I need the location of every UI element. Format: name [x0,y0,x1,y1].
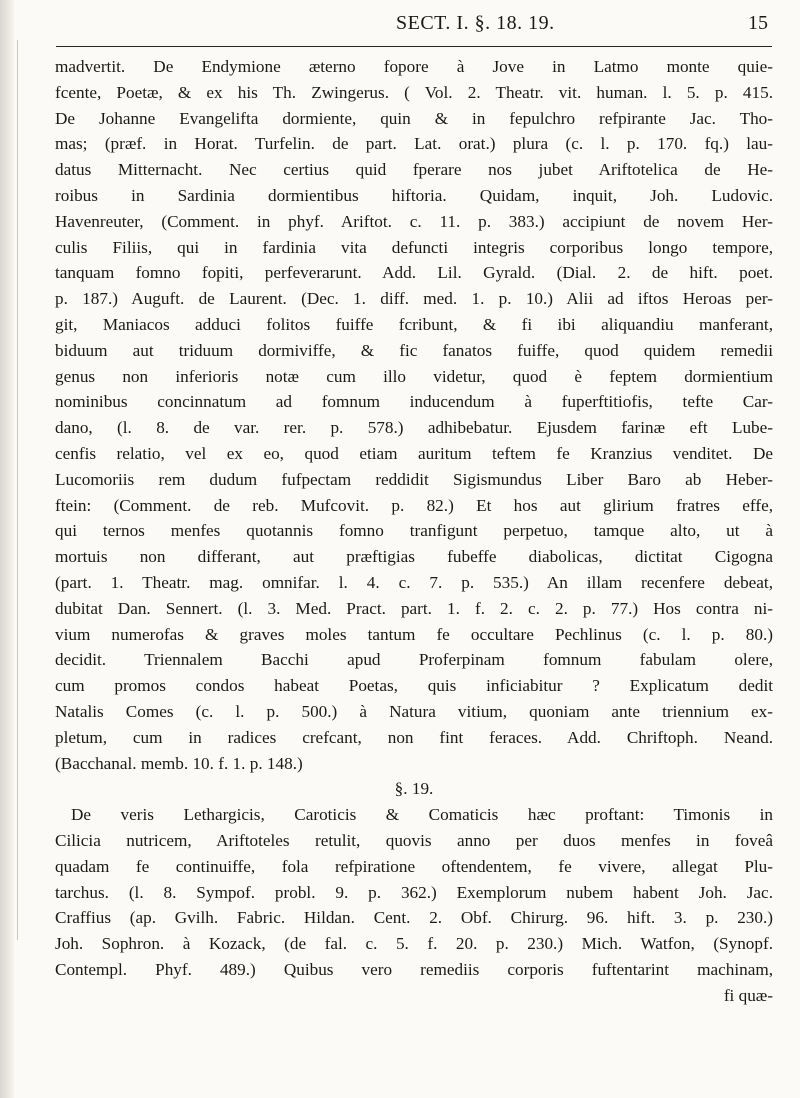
text-line: dano, (l. 8. de var. rer. p. 578.) adhibebatur. Ejusdem farinæ eft Lube- [55,418,773,438]
text-line: pletum, cum in radices crefcant, non fint feraces. Add. Chriftoph. Neand. [55,727,773,747]
text-line: madvertit. De Endymione æterno fopore à Jove in Latmo monte quie- [55,57,773,76]
text-line: genus non inferioris notæ cum illo videtur, quod è feptem dormientium [55,366,773,386]
running-head: SECT. I. §. 18. 19. [396,12,555,34]
text-line: git, Maniacos adduci folitos fuiffe fcribunt, & fi ibi aliquandiu manferant, [55,314,773,334]
text-line: fcente, Poetæ, & ex his Th. Zwingerus. ( Vol. 2. Theatr. vit. human. l. 5. p. 415. [55,82,773,102]
text-line: cenfis relatio, vel ex eo, quod etiam auritum teftem fe Kranzius venditet. De [55,443,773,463]
text-line: roibus in Sardinia dormientibus hiftoria. Quidam, inquit, Joh. Ludovic. [55,185,773,205]
text-line: dubitat Dan. Sennert. (l. 3. Med. Pract. part. 1. f. 2. c. 2. p. 77.) Hos contra ni- [55,598,773,618]
text-line: qui ternos menfes quotannis fomno tranfigunt perpetuo, tamque alto, ut à [55,521,773,541]
text-line: mortuis non differant, aut præftigias fubeffe diabolicas, dictitat Cigogna [55,547,773,567]
text-line: p. 187.) Auguft. de Laurent. (Dec. 1. diff. med. 1. p. 10.) Alii ad iftos Heroas per- [55,289,773,309]
text-line: (Bacchanal. memb. 10. f. 1. p. 148.) [55,753,303,773]
text-line: Contempl. Phyf. 489.) Quibus vero remediis corporis fuftentarint machinam, [55,959,773,979]
section-heading: §. 19. [394,779,434,799]
text-line: Havenreuter, (Comment. in phyf. Ariftot. c. 11. p. 383.) accipiunt de novem Her- [55,211,773,231]
text-line: culis Filiis, qui in fardinia vita defuncti integris corporibus longo tempore, [55,237,773,257]
text-line: vium numerofas & graves moles tantum fe occultare Pechlinus (c. l. p. 80.) [55,624,773,644]
page-gutter-line [17,40,18,940]
page-number: 15 [748,12,768,34]
text-line: De veris Lethargicis, Caroticis & Comaticis hæc proftant: Timonis in [71,805,773,825]
text-line: tanquam fomno fopiti, perfeverarunt. Add. Lil. Gyrald. (Dial. 2. de hift. poet. [55,263,773,283]
text-line: mas; (præf. in Horat. Turfelin. de part. Lat. orat.) plura (c. l. p. 170. fq.) lau- [55,134,773,154]
text-line: tarchus. (l. 8. Sympof. probl. 9. p. 362.) Exemplorum nubem habent Joh. Jac. [55,882,773,902]
text-line: ftein: (Comment. de reb. Mufcovit. p. 82.) Et hos aut glirium fratres effe, [55,495,773,515]
text-line: quadam fe continuiffe, fola refpiratione oftendentem, fe vivere, allegat Plu- [55,856,773,876]
text-line: Craffius (ap. Gvilh. Fabric. Hildan. Cent. 2. Obf. Chirurg. 96. hift. 3. p. 230.) [55,908,773,928]
text-line: biduum aut triduum dormiviffe, & fic fanatos fuiffe, quod quidem remedii [55,340,773,360]
text-line: decidit. Triennalem Bacchi apud Proferpinam fomnum fabulam olere, [55,650,773,670]
body-text [55,54,773,1008]
text-line: datus Mitternacht. Nec certius quid fperare nos jubet Ariftotelica de He- [55,160,773,180]
text-line: (part. 1. Theatr. mag. omnifar. l. 4. c. 7. p. 535.) An illam recenfere debeat, [55,572,773,592]
text-line: Lucomoriis rem dudum fufpectam reddidit Sigismundus Liber Baro ab Heber- [55,469,773,489]
text-line: Joh. Sophron. à Kozack, (de fal. c. 5. f. 20. p. 230.) Mich. Watfon, (Synopf. [55,934,773,954]
text-line: cum promos condos habeat Poetas, quis inficiabitur ? Explicatum dedit [55,676,773,696]
text-line: Natalis Comes (c. l. p. 500.) à Natura vitium, quoniam ante triennium ex- [55,701,773,721]
catchword-line: fi quæ- [723,985,773,1005]
text-line: Cilicia nutricem, Ariftoteles retulit, quovis anno per duos menfes in foveâ [55,830,773,850]
page-gutter-shadow [0,0,14,1098]
text-line: De Johanne Evangelifta dormiente, quin & in fepulchro refpirante Jac. Tho- [55,108,773,128]
page-header [56,12,772,47]
text-line: nominibus concinnatum ad fomnum inducendum à fuperftitiofis, tefte Car- [55,392,773,412]
